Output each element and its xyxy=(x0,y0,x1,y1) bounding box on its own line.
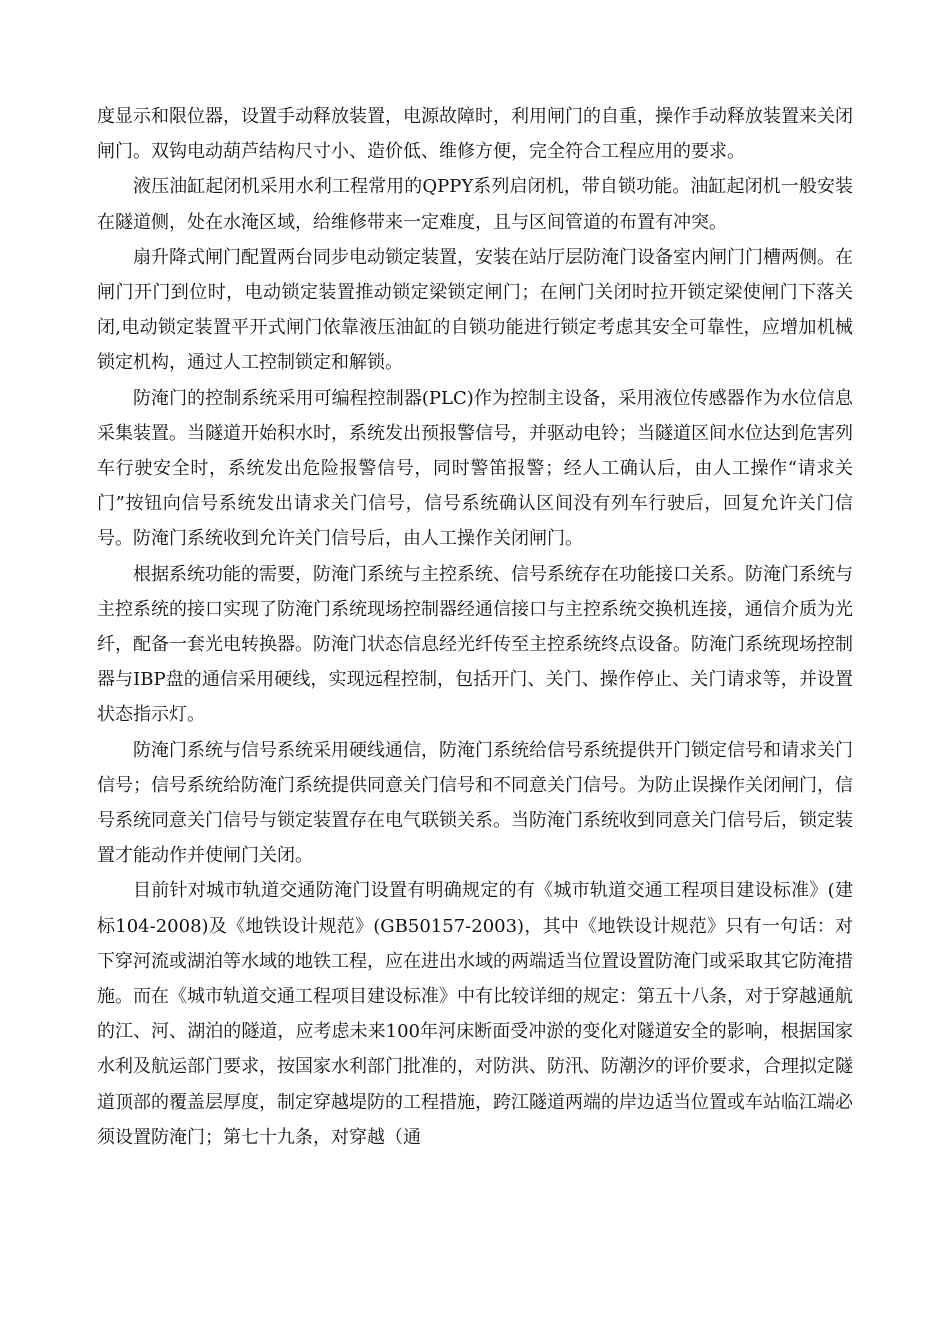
paragraph-5: 根据系统功能的需要，防淹门系统与主控系统、信号系统存在功能接口关系。防淹门系统与主控系统的接口实现了防淹门系统现场控制器经通信接口与主控系统交换机连接，通信介质为光纤，配备一套光电转换器。防淹门状态信息经光纤传至主控系统终点设备。防淹门系统现场控制器与IBP盘的通信采用硬线，实现远程控制，包括开门、关门、操作停止、关门请求等，并设置状态指示灯。 xyxy=(97,563,853,726)
paragraph-2: 液压油缸起闭机采用水利工程常用的QPPY系列启闭机，带自锁功能。油缸起闭机一般安装在隧道侧，处在水淹区域，给维修带来一定难度，且与区间管道的布置有冲突。 xyxy=(97,176,853,233)
paragraph-6: 防淹门系统与信号系统采用硬线通信，防淹门系统给信号系统提供开门锁定信号和请求关门信号；信号系统给防淹门系统提供同意关门信号和不同意关门信号。为防止误操作关闭闸门，信号系统同意关门信号与锁定装置存在电气联锁关系。当防淹门系统收到同意关门信号后，锁定装置才能动作并使闸门关闭。 xyxy=(97,739,853,867)
body-text xyxy=(97,99,853,1155)
paragraph-4: 防淹门的控制系统采用可编程控制器(PLC)作为控制主设备，采用液位传感器作为水位信息采集装置。当隧道开始积水时，系统发出预报警信号，并驱动电铃；当隧道区间水位达到危害列车行驶安全时，系统发出危险报警信号，同时警笛报警；经人工确认后，由人工操作“请求关门”按钮向信号系统发出请求关门信号，信号系统确认区间没有列车行驶后，回复允许关门信号。防淹门系统收到允许关门信号后，由人工操作关闭闸门。 xyxy=(97,387,853,550)
paragraph-1: 度显示和限位器，设置手动释放装置，电源故障时，利用闸门的自重，操作手动释放装置来关闭闸门。双钩电动葫芦结构尺寸小、造价低、维修方便，完全符合工程应用的要求。 xyxy=(97,106,853,163)
paragraph-7: 目前针对城市轨道交通防淹门设置有明确规定的有《城市轨道交通工程项目建设标准》(建标104-2008)及《地铁设计规范》(GB50157-2003)，其中《地铁设计规范》只有一句话：对下穿河流或湖泊等水域的地铁工程，应在进出水域的两端适当位置设置防淹门或采取其它防淹措施。而在《城市轨道交通工程项目建设标准》中有比较详细的规定：第五十八条，对于穿越通航的江、河、湖泊的隧道，应考虑未来100年河床断面受冲淤的变化对隧道安全的影响，根据国家水利及航运部门要求，按国家水利部门批准的，对防洪、防汛、防潮汐的评价要求，合理拟定隧道顶部的覆盖层厚度，制定穿越堤防的工程措施，跨江隧道两端的岸边适当位置或车站临江端必须设置防淹门；第七十九条，对穿越（通 xyxy=(97,880,853,1148)
paragraph-3: 扇升降式闸门配置两台同步电动锁定装置，安装在站厅层防淹门设备室内闸门门槽两侧。在闸门开门到位时，电动锁定装置推动锁定梁锁定闸门；在闸门关闭时拉开锁定梁使闸门下落关闭,电动锁定装置平开式闸门依靠液压油缸的自锁功能进行锁定考虑其安全可靠性，应增加机械锁定机构，通过人工控制锁定和解锁。 xyxy=(97,246,853,374)
